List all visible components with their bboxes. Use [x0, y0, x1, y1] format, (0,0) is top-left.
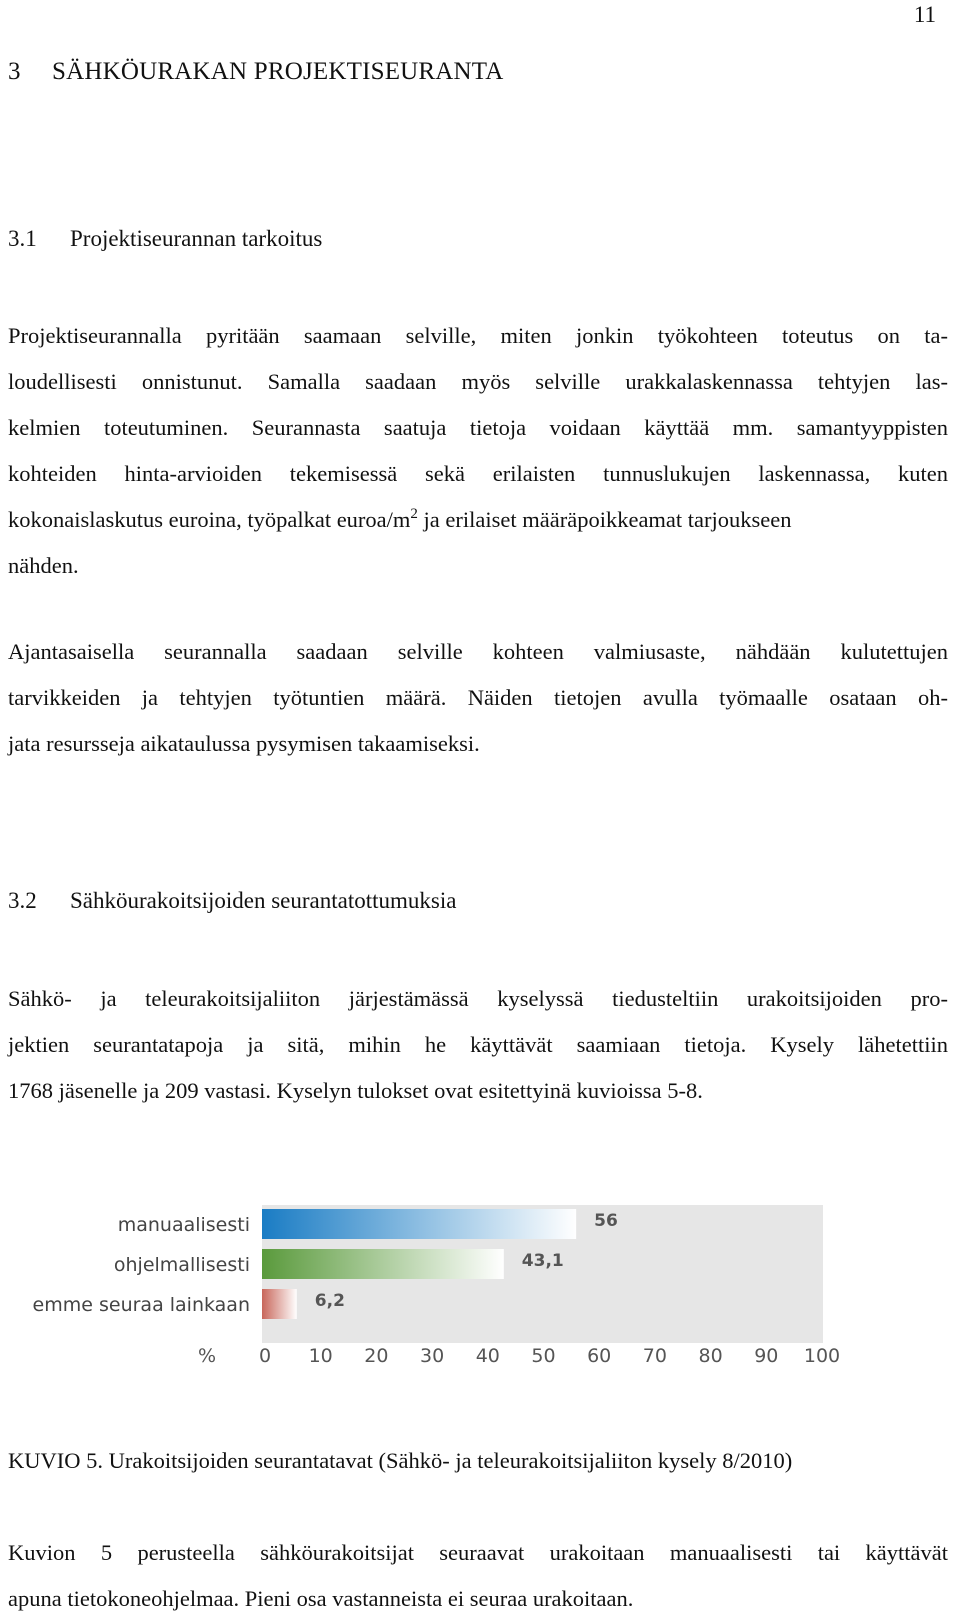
text-line: jektien seurantatapoja ja sitä, mihin he käyttävät saamiaan tietoja. Kysely lähetettiin [8, 1032, 948, 1057]
x-tick-label: 90 [754, 1345, 779, 1367]
text-line: Kuvion 5 perusteella sähköurakoitsijat seuraavat urakoitaan manuaalisesti tai käyttävät [8, 1540, 948, 1565]
subsection-title: Sähköurakoitsijoiden seurantatottumuksia [70, 888, 457, 913]
text-line: Sähkö- ja teleurakoitsijaliiton järjestämässä kyselyssä tiedusteltiin urakoitsijoiden pro- [8, 986, 948, 1011]
x-tick-label: 40 [475, 1345, 500, 1367]
text-line: 1768 jäsenelle ja 209 vastasi. Kyselyn tulokset ovat esitettyinä kuvioissa 5-8. [8, 1078, 703, 1103]
value-label: 56 [594, 1211, 618, 1231]
subsection-number: 3.2 [8, 888, 37, 913]
text-line: nähden. [8, 553, 79, 578]
page-number: 11 [913, 2, 936, 27]
text-line [8, 497, 948, 543]
x-tick-label: 70 [642, 1345, 667, 1367]
figure-caption: KUVIO 5. Urakoitsijoiden seurantatavat (Sähkö- ja teleurakoitsijaliiton kysely 8/2010) [8, 1448, 793, 1473]
section-title: SÄHKÖURAKAN PROJEKTISEURANTA [52, 58, 504, 85]
text-fragment: kokonaislaskutus euroina, työpalkat euroa/m [8, 507, 411, 532]
text-line: loudellisesti onnistunut. Samalla saadaan myös selville urakkalaskennassa tehtyjen las- [8, 369, 948, 394]
subsection-number: 3.1 [8, 226, 37, 251]
bar-2 [262, 1289, 297, 1319]
text-line: jata resursseja aikataulussa pysymisen takaamiseksi. [8, 731, 480, 756]
section-heading [8, 58, 504, 86]
paragraph-purpose [8, 313, 948, 589]
text-line: kohteiden hinta-arvioiden tekemisessä sekä erilaisten tunnuslukujen laskennassa, kuten [8, 461, 948, 486]
subsection-title: Projektiseurannan tarkoitus [70, 226, 323, 251]
x-tick-label: 100 [803, 1345, 841, 1367]
text-line: kelmien toteutuminen. Seurannasta saatuja tietoja voidaan käyttää mm. samantyyppisten [8, 415, 948, 440]
superscript: 2 [410, 506, 418, 522]
x-tick-label: 0 [258, 1345, 272, 1367]
paragraph-realtime [8, 629, 948, 767]
subsection-heading-3-1 [8, 226, 322, 252]
bar-1 [262, 1249, 504, 1279]
category-label: emme seuraa lainkaan [32, 1294, 250, 1316]
x-tick-label: 50 [531, 1345, 556, 1367]
category-label: manuaalisesti [117, 1214, 250, 1236]
bar-0 [262, 1209, 576, 1239]
x-axis-label: % [197, 1345, 217, 1367]
survey-bar-chart [0, 1205, 960, 1415]
paragraph-survey [8, 976, 948, 1114]
text-fragment: ja erilaiset määräpoikkeamat tarjoukseen [417, 507, 792, 532]
x-tick-label: 20 [364, 1345, 389, 1367]
category-label: ohjelmallisesti [113, 1254, 250, 1276]
chart-svg [0, 1205, 960, 1415]
x-tick-label: 80 [698, 1345, 723, 1367]
section-number: 3 [8, 58, 21, 85]
text-line: tarvikkeiden ja tehtyjen työtuntien määrä. Näiden tietojen avulla työmaalle osataan oh- [8, 685, 948, 710]
text-line: Projektiseurannalla pyritään saamaan selville, miten jonkin työkohteen toteutus on ta- [8, 323, 948, 348]
text-line: Ajantasaisella seurannalla saadaan selville kohteen valmiusaste, nähdään kulutettujen [8, 639, 948, 664]
value-label: 6,2 [314, 1291, 345, 1311]
paragraph-conclusion [8, 1530, 948, 1622]
x-tick-label: 10 [308, 1345, 333, 1367]
subsection-heading-3-2 [8, 888, 456, 914]
x-tick-label: 60 [587, 1345, 612, 1367]
text-line: apuna tietokoneohjelmaa. Pieni osa vastanneista ei seuraa urakoitaan. [8, 1586, 634, 1611]
value-label: 43,1 [521, 1251, 564, 1271]
x-tick-label: 30 [420, 1345, 445, 1367]
